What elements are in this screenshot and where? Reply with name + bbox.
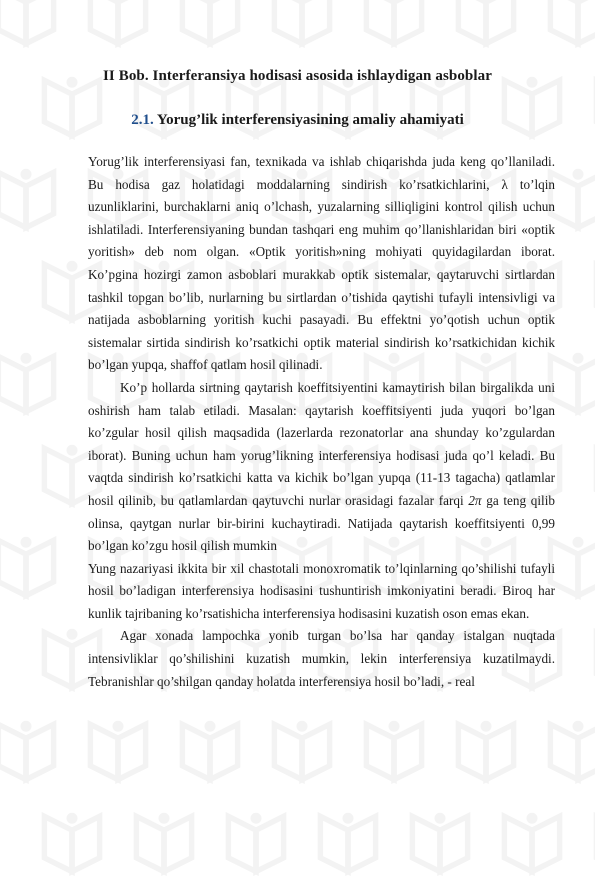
paragraph-4: Agar xonada lampochka yonib turgan bo’lsa har qanday istalgan nuqtada intensivliklar qo’shilishini kuzatish mumkin, lekin interferensiya kuzatilmaydi. Tebranishlar qo’shilgan qanday holatda interferensiya hosil bo’ladi, - real <box>88 628 555 689</box>
phase-symbol: 2π <box>468 492 482 508</box>
paragraph-2-text-end: ga teng qilib olinsa, qaytgan nurlar bir-birini kuchaytiradi. Natijada qaytarish koeffitsiyenti 0,99 bo’lgan ko’zgu hosil qilish mumkin <box>88 492 555 554</box>
section-title: Yorug’lik interferensiyasining amaliy ahamiyati <box>153 112 464 128</box>
paragraph-2 <box>88 377 555 558</box>
section-heading <box>0 112 595 129</box>
chapter-heading: II Bob. Interferansiya hodisasi asosida ishlaydigan asboblar <box>102 68 492 84</box>
paragraph-2-text: Ko’p hollarda sirtning qaytarish koeffitsiyentini kamaytirish bilan birgalikda uni oshirish ham talab etiladi. Masalan: qaytarish koeffitsiyenti juda yuqori bo’lgan ko’zgular hosil qilish maqsadida (lazerlarda rezonatorlar ana shunday ko’zgulardan iborat). Buning uchun ham yorug’likning interferensiya hodisasi juda qo’l keladi. Bu vaqtda sindirish ko’rsatkichi katta va kichik bo’lgan yupqa (11-13 tagacha) qatlamlar hosil qilinib, bu qatlamlardan qaytuvchi nurlar orasidagi fazalar farqi <box>88 379 555 508</box>
paragraph-1: Yorug’lik interferensiyasi fan, texnikada va ishlab chiqarishda juda keng qo’llaniladi. Bu hodisa gaz holatidagi moddalarning sindirish ko’rsatkichlarini, λ to’lqin uzunliklarini, burchaklarni aniq o’lchash, yuzalarning silliqligini kontrol qilish uchun ishlatiladi. Interferensiyaning bundan tashqari eng muhim qo’llanishlaridan biri «optik yoritish» deb nom olgan. «Optik yoritish»ning mohiyati quyidagilardan iborat. Ko’pgina hozirgi zamon asboblari murakkab optik sistemalar, qaytaruvchi sirtlardan tashkil topgan bo’lib, nurlarning bu sirtlardan o’tishida qaytishi tufayli intensivligi va natijada asboblarning yoritish kuchi pasayadi. Bu effektni yo’qotish uchun optik sistemalar sirtida sindirish ko’rsatkichi optik material sindirish ko’rsatkichidan kichik bo’lgan yupqa, shaffof qatlam hosil qilinadi. <box>88 154 555 373</box>
section-number: 2.1. <box>131 112 154 128</box>
paragraph-3: Yung nazariyasi ikkita bir xil chastotali monoxromatik to’lqinlarning qo’shilishi tufayli hosil bo’ladigan interferensiya hodisasini tushuntirish imkoniyatini beradi. Biroq har kunlik tajribaning ko’rsatishicha interferensiya hodisasini kuzatish oson emas ekan. <box>88 560 555 621</box>
body-text <box>88 151 555 693</box>
